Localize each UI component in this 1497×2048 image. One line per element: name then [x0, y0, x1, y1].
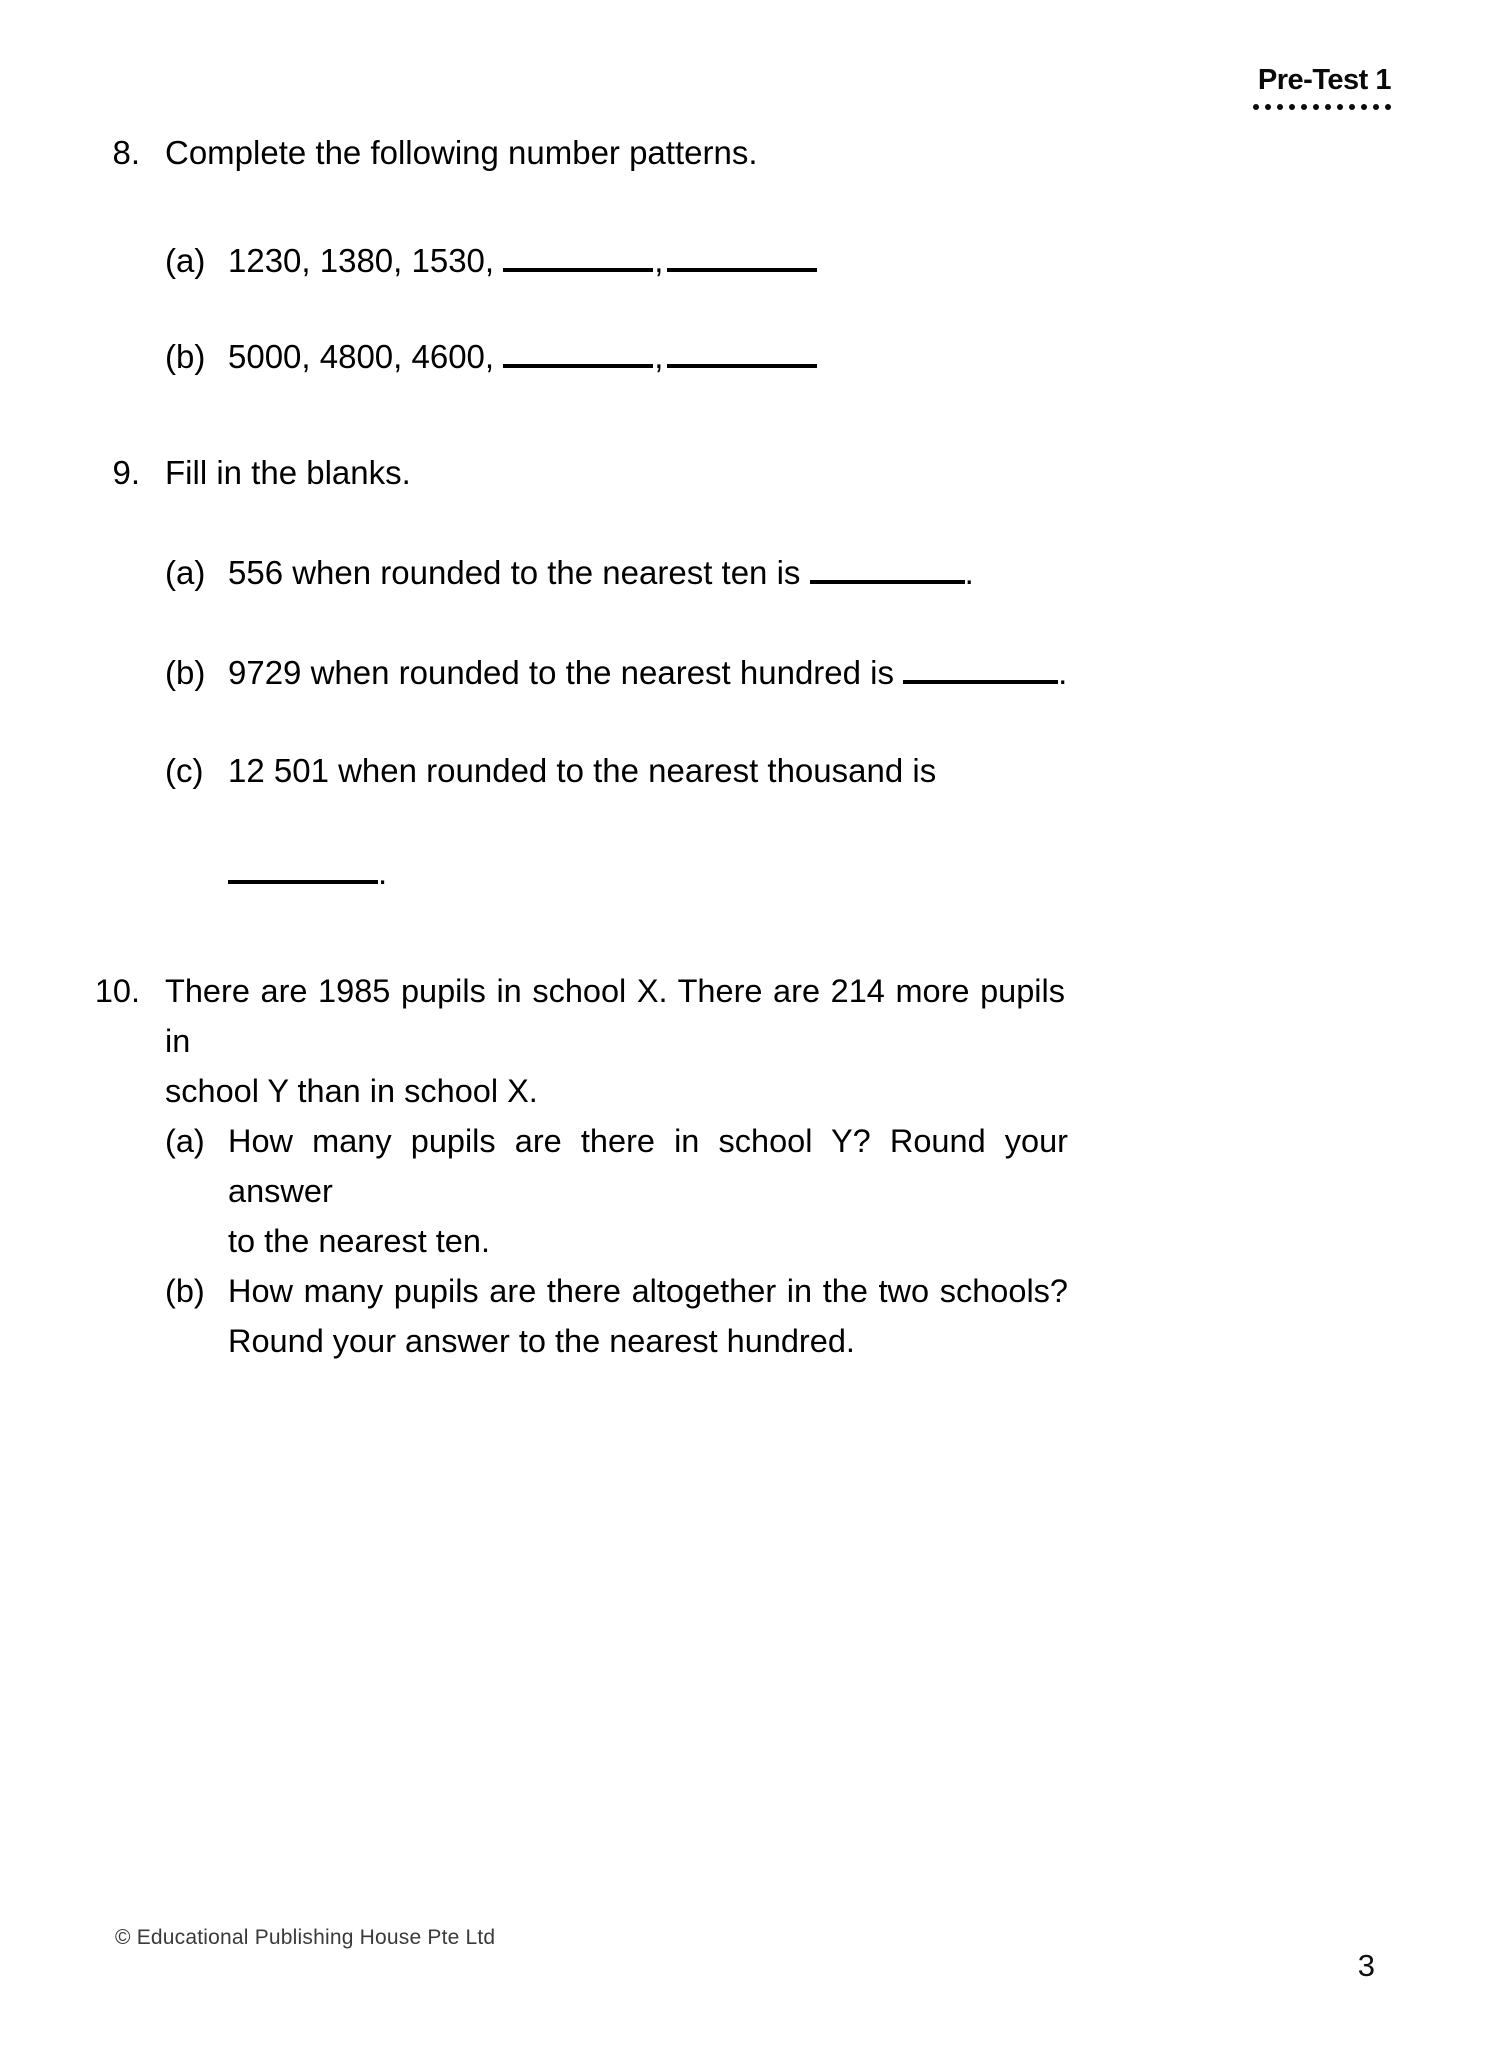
question-10: [92, 966, 1072, 1366]
part-label-8b: (b): [165, 338, 206, 375]
question-10-number: 10.: [94, 973, 140, 1009]
sentence-text-9a: 556 when rounded to the nearest ten is: [228, 554, 801, 591]
answer-blank-8b-1[interactable]: [503, 364, 653, 368]
part-label-8a: (a): [165, 242, 206, 279]
sentence-text-9c: 12 501 when rounded to the nearest thousand is: [228, 752, 937, 789]
question-8-prompt: Complete the following number patterns.: [165, 134, 758, 171]
part-label-9b: (b): [165, 654, 206, 691]
question-9-number: 9.: [112, 454, 140, 491]
answer-sentence-9b: [228, 652, 1067, 694]
answer-blank-8a-1[interactable]: [503, 268, 653, 272]
q10b-line-2: Round your answer to the nearest hundred.: [228, 1323, 855, 1359]
question-10a: [165, 1116, 1068, 1266]
blank-separator-8b: ,: [654, 338, 664, 375]
answer-blank-9a[interactable]: [810, 580, 965, 584]
answer-blank-8b-2[interactable]: [667, 364, 817, 368]
answer-blank-9c[interactable]: [228, 880, 378, 884]
question-9-prompt: Fill in the blanks.: [165, 454, 411, 491]
page-header-title: Pre-Test 1: [1257, 64, 1391, 96]
number-sequence-8a: [228, 240, 817, 282]
question-8-number: 8.: [112, 134, 140, 171]
number-sequence-8b: [228, 336, 817, 378]
q10b-line-1: How many pupils are there altogether in the two schools?: [228, 1273, 1068, 1309]
part-label-9c: (c): [165, 752, 204, 789]
sequence-text-8b: 5000, 4800, 4600,: [228, 338, 495, 375]
sentence-suffix-9a: .: [964, 554, 974, 591]
part-label-10a: (a): [165, 1123, 205, 1159]
answer-sentence-9a: [228, 552, 974, 594]
q10a-line-2: to the nearest ten.: [228, 1223, 490, 1259]
answer-line-9c: [228, 852, 387, 894]
sequence-text-8a: 1230, 1380, 1530,: [228, 242, 495, 279]
blank-separator-8a: ,: [654, 242, 664, 279]
q10-intro-line-1: There are 1985 pupils in school X. There are 214 more pupils in: [165, 973, 1065, 1059]
answer-blank-9b[interactable]: [903, 680, 1058, 684]
answer-sentence-9c: [228, 750, 936, 792]
sentence-suffix-9b: .: [1058, 654, 1068, 691]
copyright-notice: © Educational Publishing House Pte Ltd: [115, 1926, 496, 1949]
page-number: 3: [1357, 1948, 1375, 1983]
sentence-text-9b: 9729 when rounded to the nearest hundred is: [228, 654, 894, 691]
dotted-underline: [1253, 104, 1391, 110]
sentence-suffix-9c: .: [378, 854, 388, 891]
q10a-line-1: How many pupils are there in school Y? Round your answer: [228, 1123, 1068, 1209]
q10-intro-line-2: school Y than in school X.: [165, 1073, 538, 1109]
answer-blank-8a-2[interactable]: [667, 268, 817, 272]
question-10b: [165, 1266, 1068, 1366]
part-label-9a: (a): [165, 554, 206, 591]
question-10-intro: [165, 966, 1065, 1116]
part-label-10b: (b): [165, 1273, 205, 1309]
page-header: [1251, 64, 1391, 110]
